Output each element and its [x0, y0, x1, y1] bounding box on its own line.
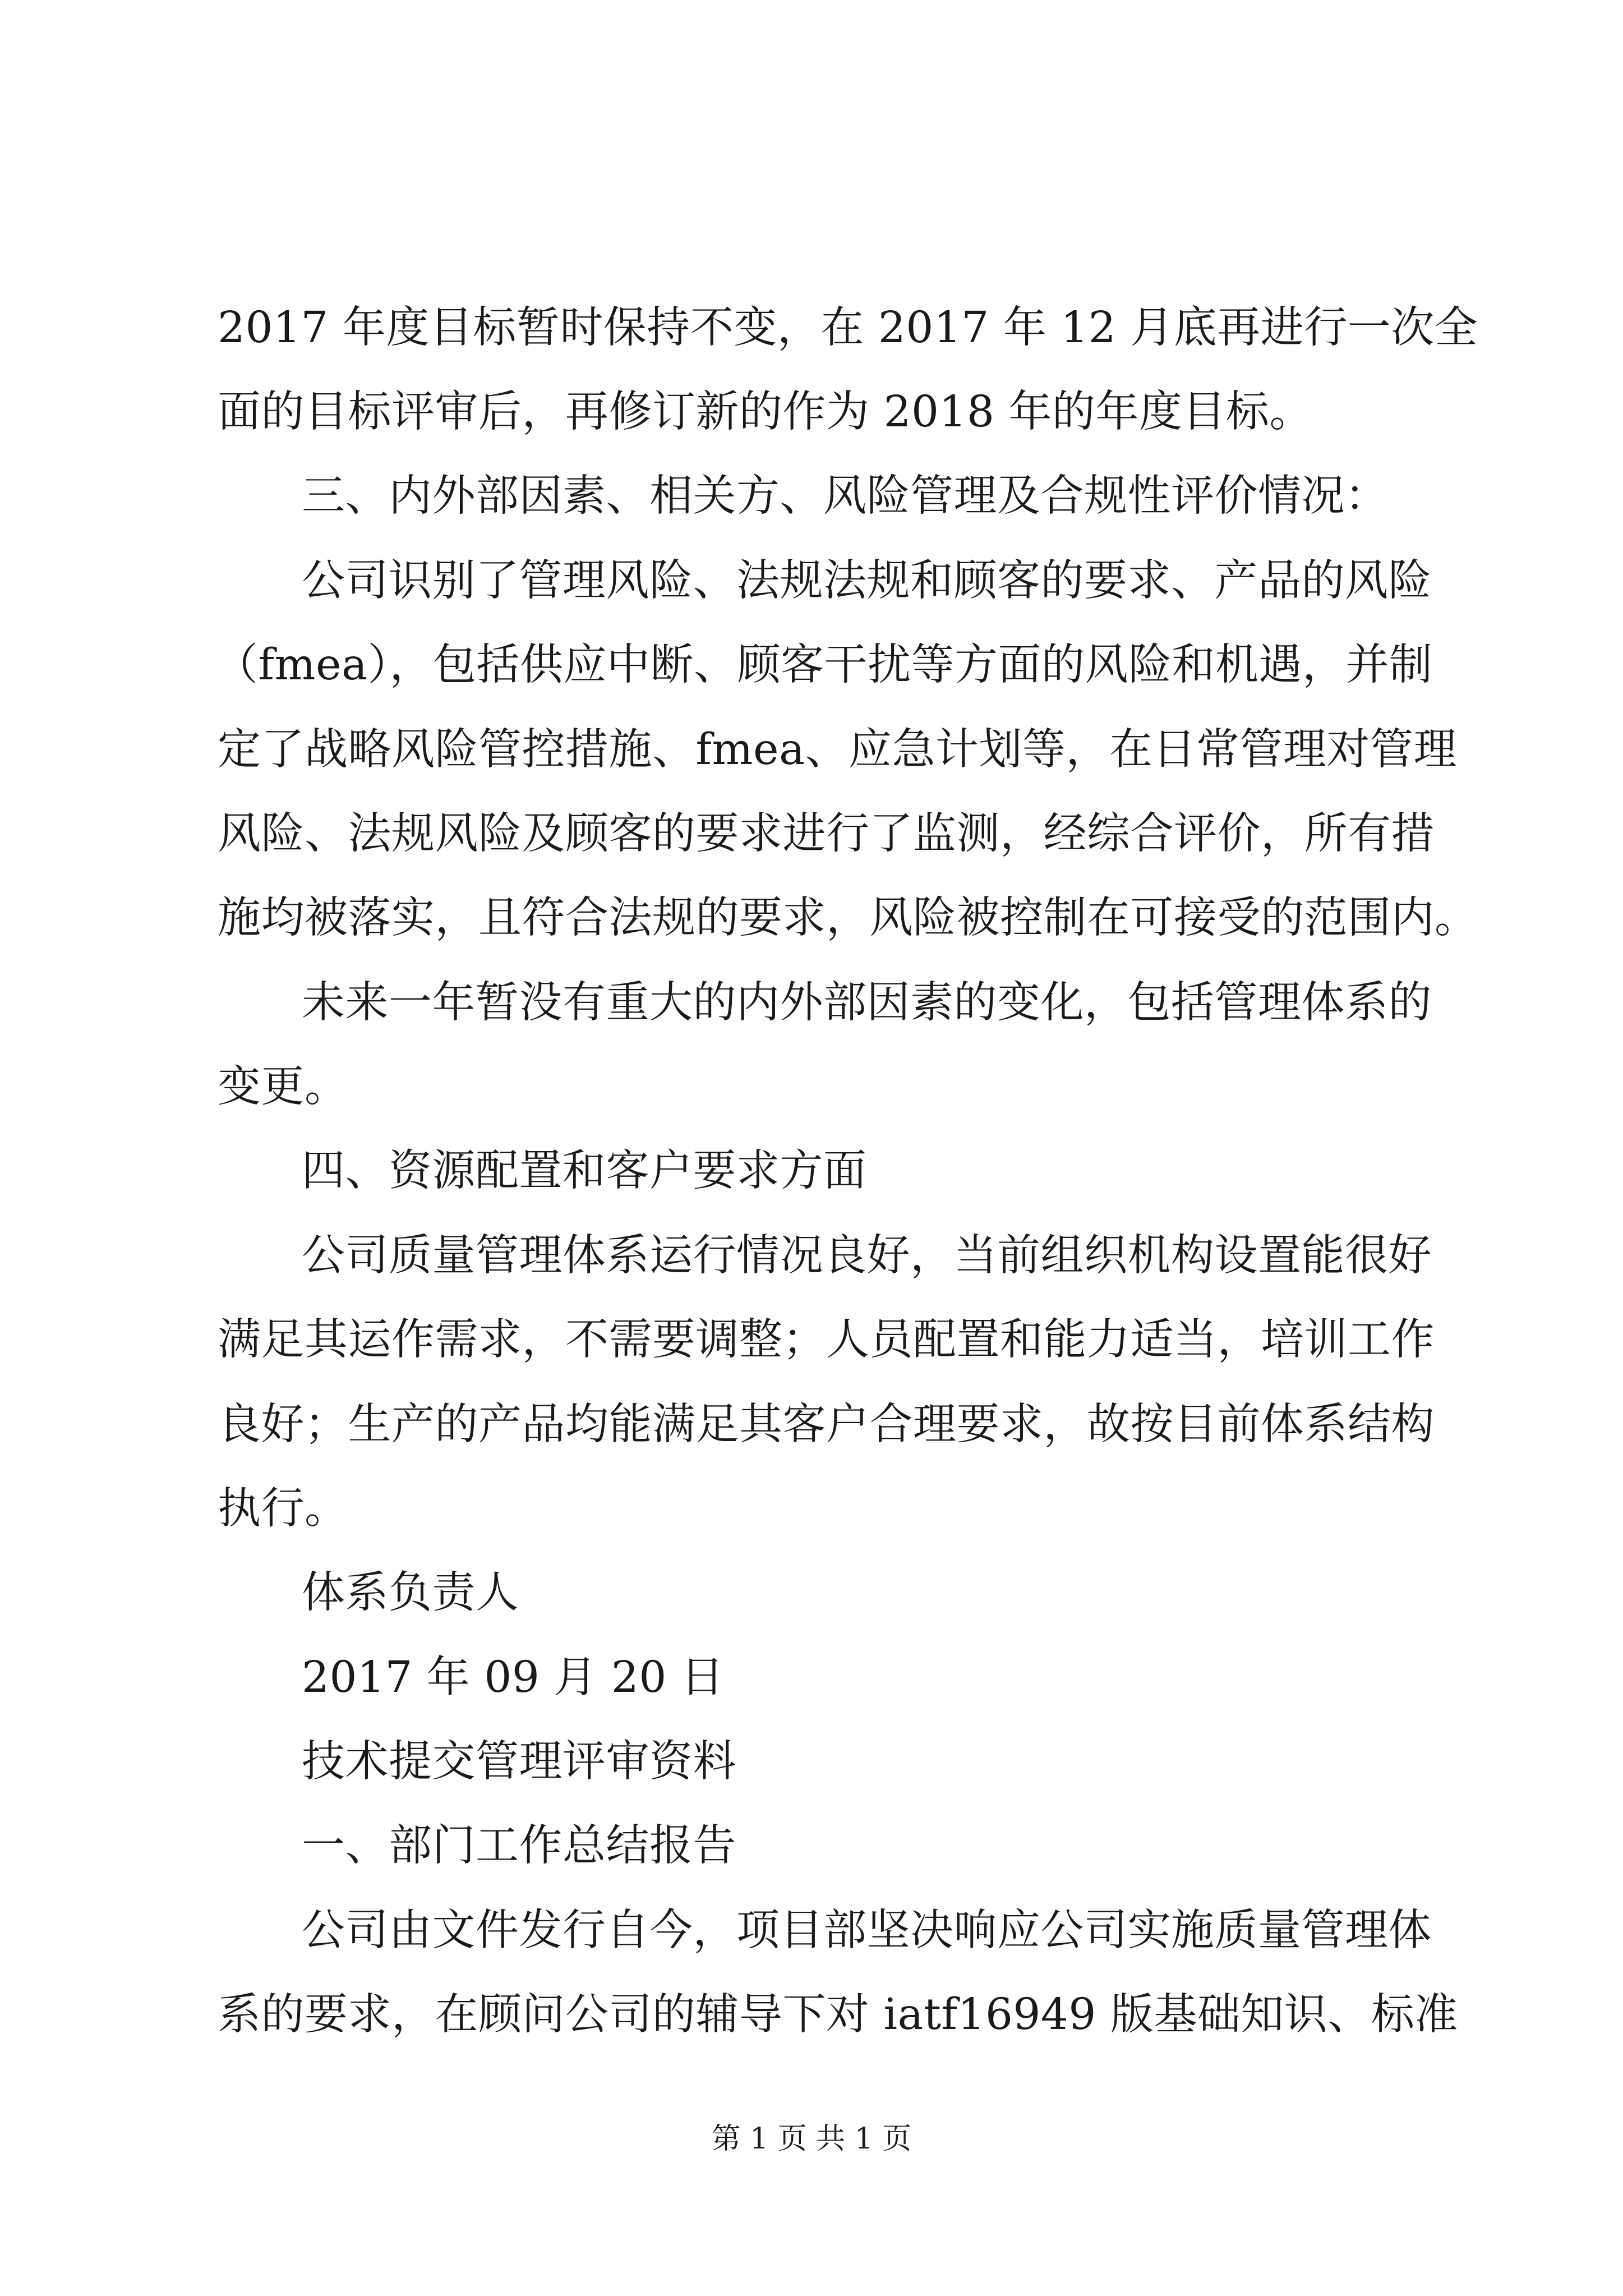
- text-line: 公司由文件发行自今，项目部坚决响应公司实施质量管理体: [302, 1906, 1432, 1955]
- text-line: 执行。: [218, 1484, 348, 1534]
- text-line: 2017 年度目标暂时保持不变，在 2017 年 12 月底再进行一次全: [218, 303, 1478, 353]
- section-heading: 四、资源配置和客户要求方面: [302, 1146, 867, 1196]
- text-line: 施均被落实，且符合法规的要求，风险被控制在可接受的范围内。: [218, 893, 1478, 943]
- text-line: 面的目标评审后，再修订新的作为 2018 年的年度目标。: [218, 387, 1313, 437]
- text-line: 定了战略风险管控措施、fmea、应急计划等，在日常管理对管理: [218, 725, 1457, 775]
- text-line: 公司识别了管理风险、法规法规和顾客的要求、产品的风险: [302, 556, 1432, 606]
- signature-role: 体系负责人: [302, 1568, 519, 1618]
- text-line: （fmea），包括供应中断、顾客干扰等方面的风险和机遇，并制: [215, 640, 1433, 690]
- text-line: 良好；生产的产品均能满足其客户合理要求，故按目前体系结构: [218, 1400, 1435, 1450]
- section-heading: 一、部门工作总结报告: [302, 1821, 736, 1871]
- text-line: 公司质量管理体系运行情况良好，当前组织机构设置能很好: [302, 1231, 1432, 1281]
- document-title: 技术提交管理评审资料: [302, 1737, 736, 1787]
- text-line: 系的要求，在顾问公司的辅导下对 iatf16949 版基础知识、标准: [218, 1990, 1458, 2040]
- section-heading: 三、内外部因素、相关方、风险管理及合规性评价情况：: [302, 471, 1389, 521]
- text-line: 未来一年暂没有重大的内外部因素的变化，包括管理体系的: [302, 978, 1432, 1028]
- signature-date: 2017 年 09 月 20 日: [302, 1653, 725, 1703]
- text-line: 满足其运作需求，不需要调整；人员配置和能力适当，培训工作: [218, 1315, 1435, 1365]
- text-line: 变更。: [218, 1062, 348, 1112]
- page-footer: 第 1 页 共 1 页: [711, 2122, 912, 2156]
- text-line: 风险、法规风险及顾客的要求进行了监测，经综合评价，所有措: [218, 809, 1435, 859]
